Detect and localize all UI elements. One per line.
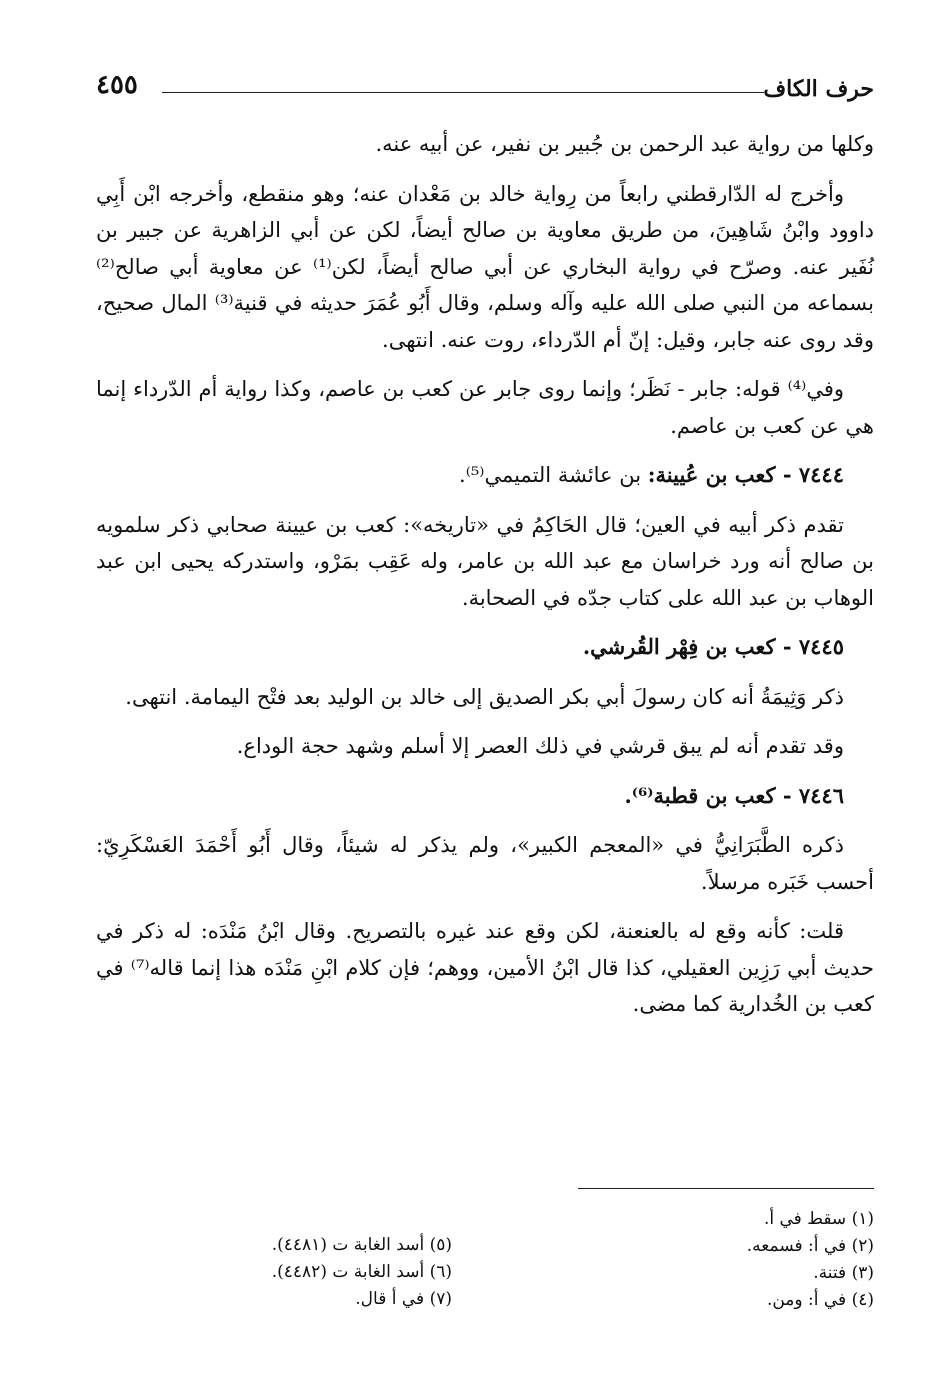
entry-subtitle: بن عائشة التميمي⁽⁵⁾.: [459, 463, 642, 487]
entry-heading: [96, 778, 874, 815]
paragraph: وفي⁽⁴⁾ قوله: جابر - نَظَر؛ وإنما روى جابر عن كعب بن عاصم، وكذا رواية أم الدّرداء إنما هي عن كعب بن عاصم.: [96, 377, 874, 438]
footnote: (٧) في أ قال.: [355, 1289, 452, 1309]
footnote: (٢) في أ: فسمعه.: [746, 1236, 874, 1256]
entry-title: ٧٤٤٦ - كعب بن قطبة⁽⁶⁾.: [624, 782, 844, 808]
footnotes-column-left: [232, 1232, 452, 1313]
footnote-rule: [578, 1188, 874, 1189]
footnote: (٦) أسد الغابة ت (٤٤٨٢).: [271, 1262, 452, 1282]
paragraph: وقد تقدم أنه لم يبق قرشي في ذلك العصر إلا أسلم وشهد حجة الوداع.: [236, 734, 844, 758]
entry-heading: [96, 629, 874, 666]
page-header: [96, 70, 874, 106]
footnote: (٣) فتنة.: [813, 1263, 874, 1283]
footnote: (٥) أسد الغابة ت (٤٤٨١).: [271, 1235, 452, 1255]
paragraph: وأخرج له الدّارقطني رابعاً من رِواية خالد بن مَعْدان عنه؛ وهو منقطع، وأخرجه ابْن أَبِي داوود وابْنُ شَاهِينَ، من طريق معاوية بن صالح أيضاً، لكن عن أبي الزاهرية عن جبير بن نُفَير عنه. وصرّح في رواية البخاري عن أبي صالح أيضاً، لكن⁽¹⁾ عن معاوية أبي صالح⁽²⁾ بسماعه من النبي صلى الله عليه وآله وسلم، وقال أَبُو عُمَرَ حديثه في قنية⁽³⁾ المال صحيح، وقد روى عنه جابر، وقيل: إنّ أم الدّرداء، روت عنه. انتهى.: [96, 181, 875, 352]
header-rule: [162, 92, 764, 93]
footnotes-column-right: [614, 1206, 874, 1314]
paragraph: تقدم ذكر أبيه في العين؛ قال الحَاكِمُ في «تاريخه»: كعب بن عيينة صحابي ذكر سلمويه بن صالح أنه ورد خراسان مع عبد الله بن عامر، وله عَقِب بمَرْو، واستدركه يحيى ابن عبد الوهاب بن عبد الله على كتاب جدّه في الصحابة.: [96, 512, 874, 610]
paragraph: ذكر وَثِيمَةُ أنه كان رسولَ أبي بكر الصديق إلى خالد بن الوليد بعد فتْح اليمامة. انتهى.: [125, 684, 844, 709]
page-number: ٤٥٥: [96, 70, 138, 100]
entry-title: ٧٤٤٥ - كعب بن فِهْر القُرشي.: [582, 634, 844, 659]
footnote: (١) سقط في أ.: [763, 1209, 874, 1229]
entry-heading: [96, 457, 874, 494]
footnote: (٤) في أ: ومن.: [766, 1290, 874, 1310]
paragraph: قلت: كأنه وقع له بالعنعنة، لكن وقع عند غيره بالتصريح. وقال ابْنُ مَنْدَه: له ذكر في حديث أبي رَزِين العقيلي، كذا قال ابْنُ الأمين، ووهم؛ فإن كلام ابْنِ مَنْدَه هذا إنما قاله⁽⁷⁾ في كعب بن الخُدارية كما مضى.: [96, 919, 875, 1016]
main-text: [96, 126, 874, 1036]
entry-title: ٧٤٤٤ - كعب بن عُيينة:: [647, 462, 844, 487]
paragraph: وكلها من رواية عبد الرحمن بن جُبير بن نفير، عن أبيه عنه.: [375, 132, 874, 156]
paragraph: ذكره الطَّبَرَانِيُّ في «المعجم الكبير»، ولم يذكر له شيئاً، وقال أَبُو أَحْمَدَ العَسْكَرِيّ: أحسب خَبَره مرسلاً.: [96, 833, 874, 894]
running-title: حرف الكاف: [763, 76, 874, 102]
